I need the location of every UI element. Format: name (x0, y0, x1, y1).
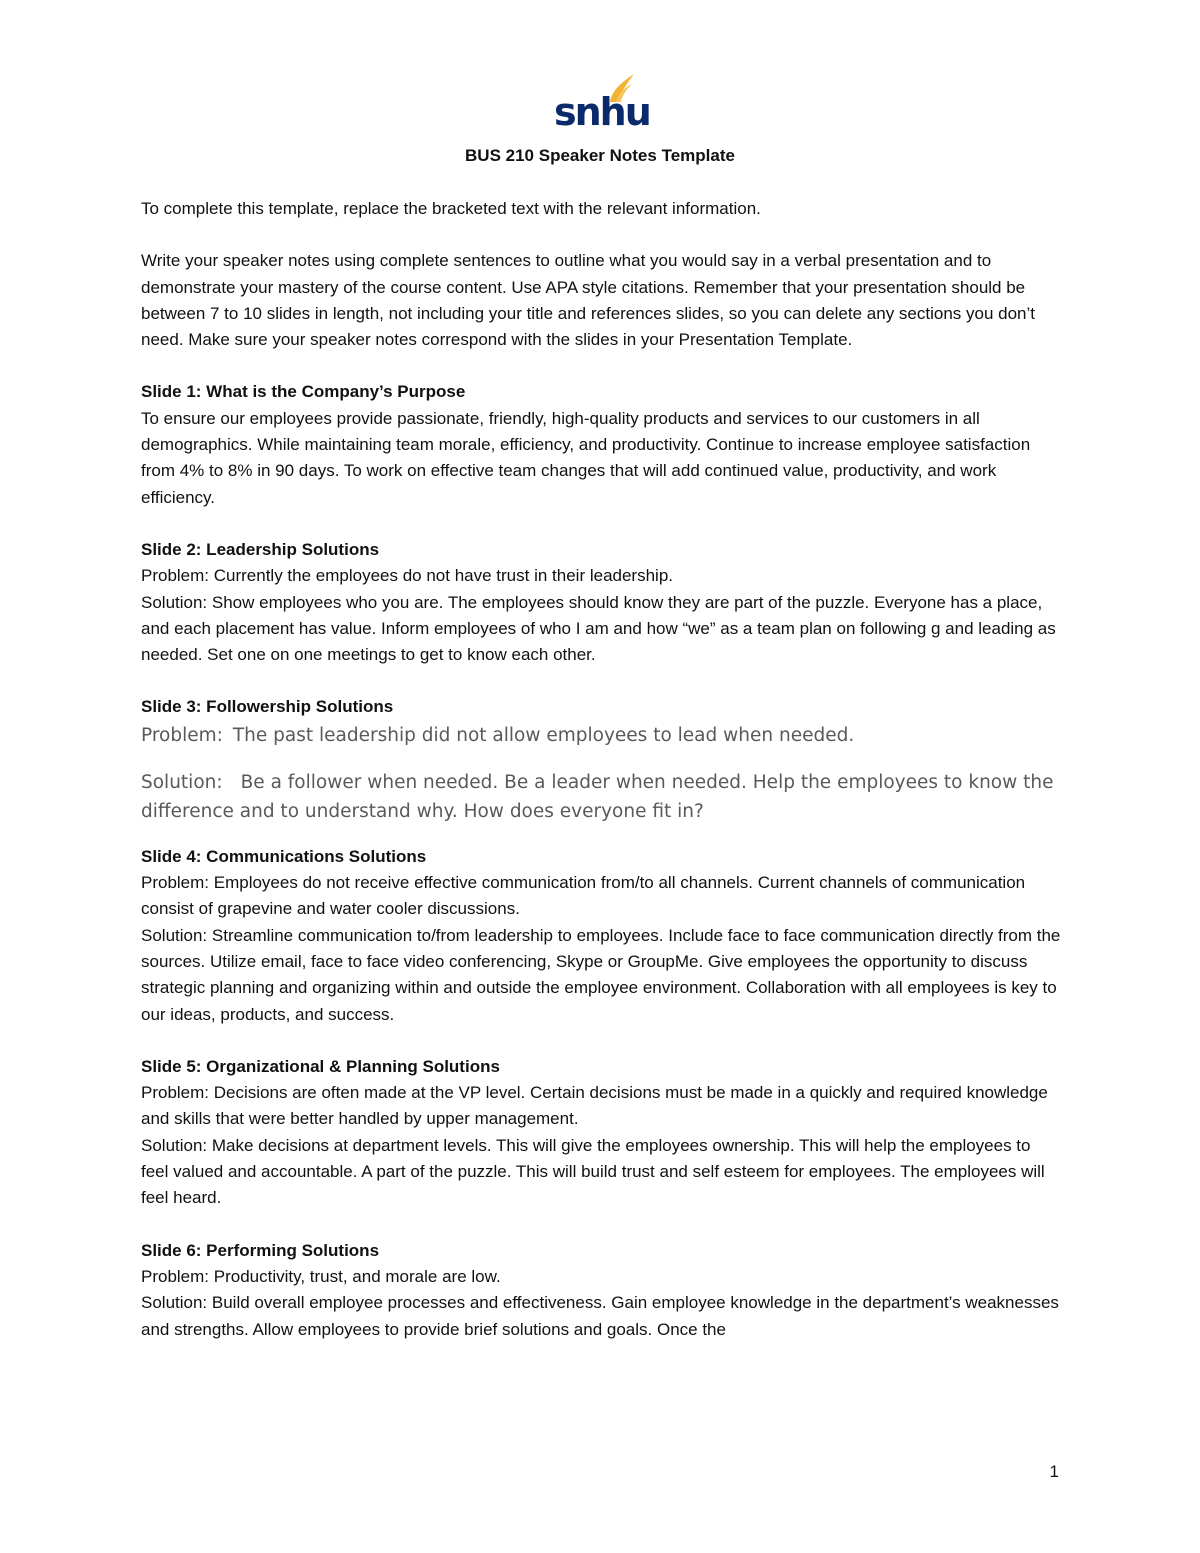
document-title: BUS 210 Speaker Notes Template (465, 146, 735, 165)
slide-1-body: To ensure our employees provide passionate, friendly, high-quality products and services to our customers in all demographics. While maintaining team morale, efficiency, and productivity. Continue to increase employee satisfaction from 4% to 8% in 90 days. To work on effective team changes that will add continued value, productivity, and work efficiency. (141, 408, 1031, 507)
slide-5-solution: Solution: Make decisions at department levels. This will give the employees ownership. This will help the employees to feel valued and accountable. A part of the puzzle. This will build trust and self esteem for employees. The employees will feel heard. (141, 1135, 1045, 1208)
slide-3-solution (141, 768, 1061, 826)
document-body (141, 196, 1061, 1343)
snhu-logo (554, 72, 650, 134)
slide-3-problem (141, 721, 1061, 750)
intro-paragraph-1: To complete this template, replace the bracketed text with the relevant information. (141, 199, 761, 218)
logo-wordmark: snhu (554, 90, 650, 134)
slide-3-heading: Slide 3: Followership Solutions (141, 697, 394, 717)
slide-4-solution: Solution: Streamline communication to/from leadership to employees. Include face to face communication directly from the sources. Utilize email, face to face video conferencing, Skype or GroupMe. Give employees the opportunity to discuss strategic planning and organizing within and outside the employee environment. Collaboration with all employees is key to our ideas, products, and success. (141, 925, 1061, 1024)
slide-3-problem-label: Problem: (141, 724, 223, 746)
slide-3-solution-label: Solution: (141, 771, 223, 793)
slide-3-problem-text: The past leadership did not allow employees to lead when needed. (232, 724, 855, 746)
slide-5-heading: Slide 5: Organizational & Planning Solutions (141, 1056, 500, 1076)
intro-paragraph-2: Write your speaker notes using complete sentences to outline what you would say in a verbal presentation and to demonstrate your mastery of the course content. Use APA style citations. Remember that your presentation should be between 7 to 10 slides in length, not including your title and references slides, so you can delete any sections you don’t need. Make sure your speaker notes correspond with the slides in your Presentation Template. (141, 251, 1036, 350)
slide-6-problem: Problem: Productivity, trust, and morale are low. (141, 1266, 501, 1286)
slide-6-heading: Slide 6: Performing Solutions (141, 1240, 380, 1260)
page-number: 1 (1049, 1462, 1059, 1481)
slide-2-heading: Slide 2: Leadership Solutions (141, 539, 380, 559)
slide-4-problem: Problem: Employees do not receive effective communication from/to all channels. Current channels of communication consist of grapevine and water cooler discussions. (141, 873, 1026, 919)
slide-3-solution-text: Be a follower when needed. Be a leader when needed. Help the employees to know the difference and to understand why. How does everyone fit in? (141, 771, 1054, 822)
slide-2-problem: Problem: Currently the employees do not have trust in their leadership. (141, 566, 673, 586)
slide-1-heading: Slide 1: What is the Company’s Purpose (141, 382, 466, 402)
slide-4-heading: Slide 4: Communications Solutions (141, 846, 427, 866)
slide-5-problem: Problem: Decisions are often made at the VP level. Certain decisions must be made in a quickly and required knowledge and skills that were better handled by upper management. (141, 1083, 1048, 1129)
slide-6-solution: Solution: Build overall employee processes and effectiveness. Gain employee knowledge in the department’s weaknesses and strengths. Allow employees to provide brief solutions and goals. Once the (141, 1293, 1059, 1339)
slide-2-solution: Solution: Show employees who you are. The employees should know they are part of the puzzle. Everyone has a place, and each placement has value. Inform employees of who I am and how “we” as a team plan on following g and leading as needed. Set one on one meetings to get to know each other. (141, 592, 1056, 665)
